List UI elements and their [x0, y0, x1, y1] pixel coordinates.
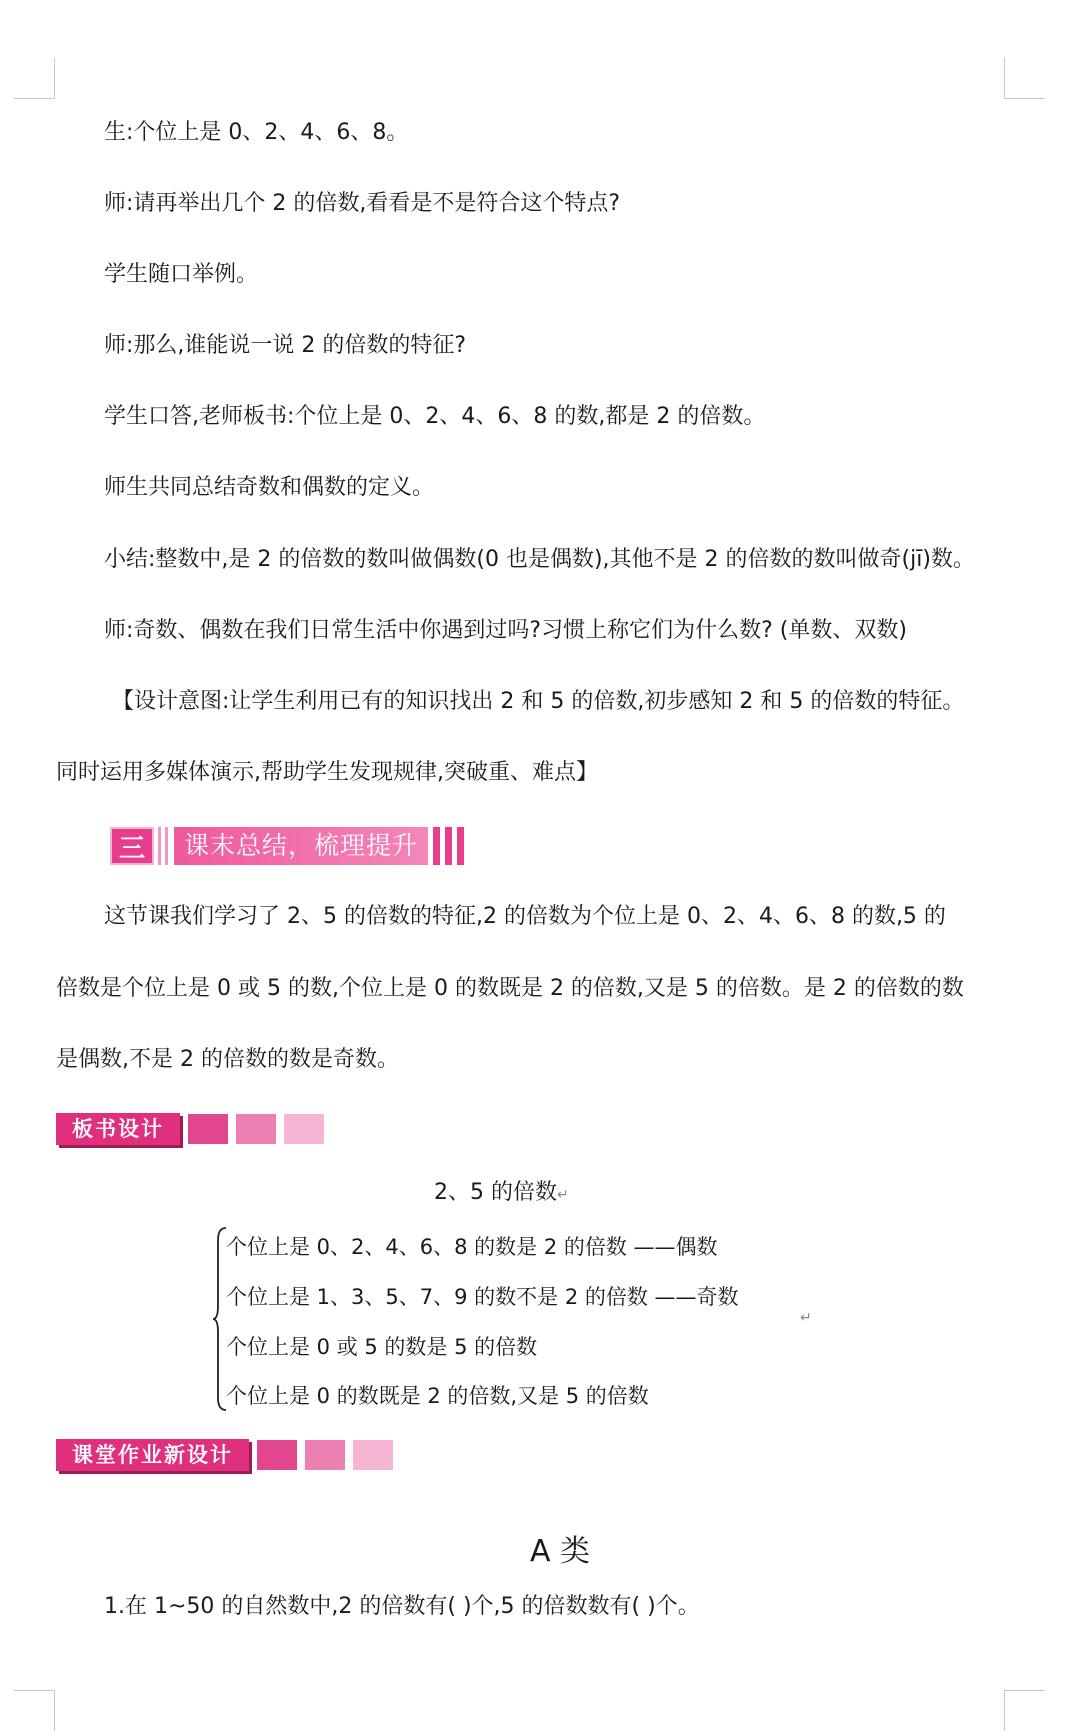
- section-title: 课末总结，梳理提升: [174, 827, 428, 865]
- board-design-header: [56, 1112, 324, 1146]
- return-mark: ↵: [557, 1187, 569, 1203]
- paragraph: 小结:整数中,是 2 的倍数的数叫做偶数(0 也是偶数),其他不是 2 的倍数的数叫做奇(jī)数。: [104, 547, 975, 572]
- header-label: 课堂作业新设计: [56, 1439, 249, 1471]
- page-corner-mark: [14, 58, 55, 99]
- return-mark: ↵: [800, 1310, 812, 1326]
- paragraph: 师:请再举出几个 2 的倍数,看看是不是符合这个特点?: [104, 191, 621, 216]
- section-number: 三: [110, 827, 154, 865]
- page-corner-mark: [1004, 1690, 1045, 1731]
- summary-text: 倍数是个位上是 0 或 5 的数,个位上是 0 的数既是 2 的倍数,又是 5 的倍数。是 2 的倍数的数: [56, 976, 964, 1001]
- section-banner-summary: [110, 826, 464, 866]
- board-title-text: 2、5 的倍数: [434, 1180, 557, 1205]
- question: 1.在 1~50 的自然数中,2 的倍数有( )个,5 的倍数数有( )个。: [104, 1594, 700, 1619]
- board-line-text: 个位上是 1、3、5、7、9 的数不是 2 的倍数 ——奇数: [226, 1285, 739, 1309]
- banner-stripe: [158, 827, 161, 865]
- paragraph: 师生共同总结奇数和偶数的定义。: [104, 475, 435, 500]
- paragraph: 师:那么,谁能说一说 2 的倍数的特征?: [104, 333, 467, 358]
- banner-bar: [457, 827, 464, 865]
- header-tab: [305, 1440, 345, 1470]
- page-corner-mark: [14, 1690, 55, 1731]
- design-intent: 同时运用多媒体演示,帮助学生发现规律,突破重、难点】: [56, 760, 598, 785]
- summary-text: 是偶数,不是 2 的倍数的数是奇数。: [56, 1047, 399, 1072]
- board-line: 个位上是 0 或 5 的数是 5 的倍数: [226, 1335, 538, 1359]
- header-tab: [257, 1440, 297, 1470]
- board-line: [226, 1282, 739, 1312]
- banner-bar: [445, 827, 452, 865]
- header-label: 板书设计: [56, 1113, 180, 1145]
- paragraph: 生:个位上是 0、2、4、6、8。: [104, 120, 409, 145]
- header-tab: [353, 1440, 393, 1470]
- homework-header: [56, 1438, 393, 1472]
- design-intent: 【设计意图:让学生利用已有的知识找出 2 和 5 的倍数,初步感知 2 和 5 的倍数的特征。: [112, 689, 965, 714]
- board-line: 个位上是 0 的数既是 2 的倍数,又是 5 的倍数: [226, 1384, 649, 1408]
- board-title: [434, 1178, 569, 1210]
- paragraph: 学生随口举例。: [104, 262, 259, 287]
- page-corner-mark: [1004, 58, 1045, 99]
- summary-text: 这节课我们学习了 2、5 的倍数的特征,2 的倍数为个位上是 0、2、4、6、8 的数,5 的: [104, 904, 946, 929]
- header-tab: [284, 1114, 324, 1144]
- header-tab: [188, 1114, 228, 1144]
- banner-bar: [433, 827, 440, 865]
- category-title: A 类: [530, 1534, 591, 1569]
- board-line: 个位上是 0、2、4、6、8 的数是 2 的倍数 ——偶数: [226, 1235, 718, 1259]
- paragraph: 学生口答,老师板书:个位上是 0、2、4、6、8 的数,都是 2 的倍数。: [104, 404, 766, 429]
- banner-stripe: [165, 827, 168, 865]
- paragraph: 师:奇数、偶数在我们日常生活中你遇到过吗?习惯上称它们为什么数? (单数、双数): [104, 618, 907, 643]
- header-tab: [236, 1114, 276, 1144]
